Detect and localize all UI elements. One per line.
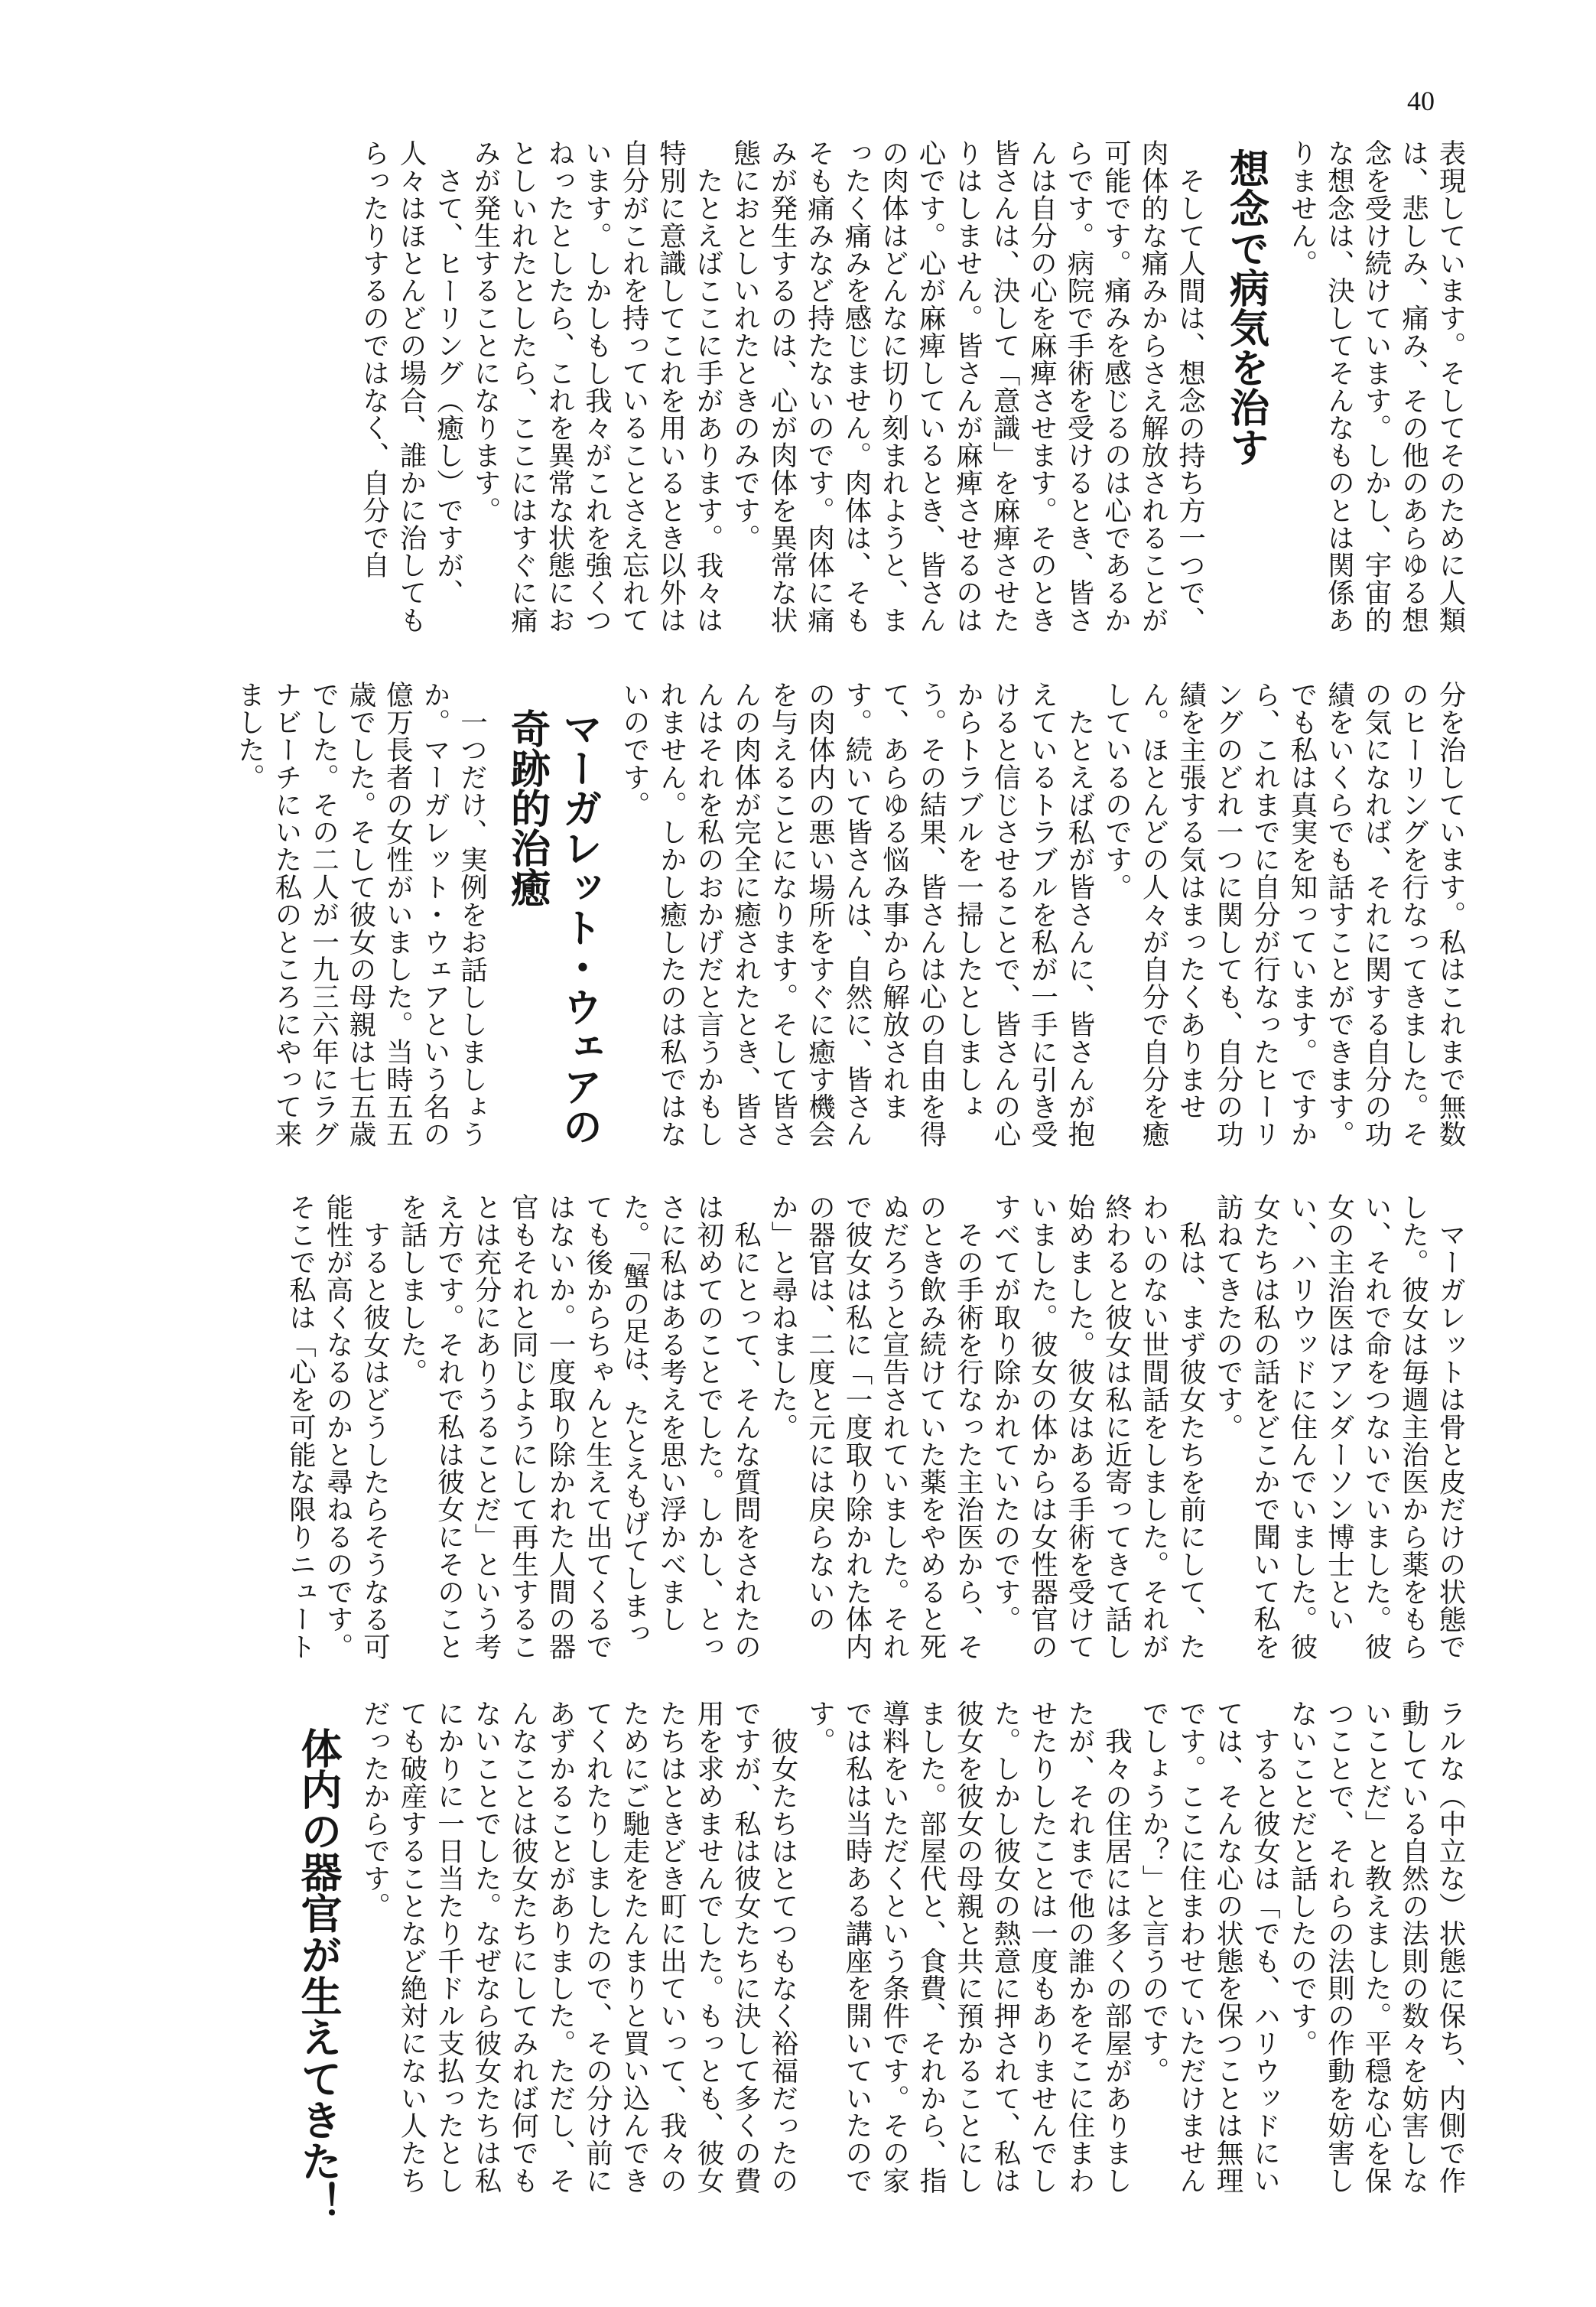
text-block-3 [115,1193,1468,1674]
heading-line-2: 奇跡的治癒 [503,708,550,907]
heading-line-1: マーガレット・ウェアの [555,708,602,1146]
text-block-2 [115,681,1468,1163]
paragraph: 一つだけ、実例をお話ししましょうか。マーガレット・ウェアという名の億万長者の女性がいました。当時五五歳でした。そして彼女の母親は七五歳でした。その二人が一九三六年にラグナビーチにいた私のところにやって来ました。 [233,681,488,1148]
section-heading: 体内の器官が生えてきた！ [294,1727,343,2223]
paragraph: その手術を行なった主治医から、そのとき飲み続けていた薬をやめると死ぬだろうと宣告されていました。それで彼女は私に「一度取り除かれた体内の器官は、二度と元には戻らないのか」と尋ねました。 [767,1193,984,1661]
paragraph: すると彼女はどうしたらそうなる可能性が高くなるのかと尋ねるのです。そこで私は「心を可能な限りニュート [284,1193,391,1661]
paragraph: すると彼女は「でも、ハリウッドにいては、そんな心の状態を保つことは無理です。ここに住まわせていただけませんでしょうか？」と言うのです。 [1138,1700,1281,2195]
text-block-4 [115,1700,1468,2223]
paragraph: そして人間は、想念の持ち方一つで、肉体的な痛みからさえ解放されることが可能です。痛みを感じるのは心であるからです。病院で手術を受けるとき、皆さんは自分の心を麻痺させます。そのとき皆さんは、決して「意識」を麻痺させたりはしません。皆さんが麻痺させるのは心です。心が麻痺しているとき、皆さんの肉体はどんなに切り刻まれようと、まったく痛みを感じません。肉体は、そもそも痛みなど持たないのです。肉体に痛みが発生するのは、心が肉体を異常な状態におとしいれたときのみです。 [729,139,1206,634]
section-heading: 想念で病気を治す [1222,148,1269,467]
paragraph: マーガレットは骨と皮だけの状態でした。彼女は毎週主治医から薬をもらい、それで命をつないでいました。彼女の主治医はアンダーソン博士といい、ハリウッドに住んでいました。彼女たちは私の話をどこかで聞いて私を訪ねてきたのです。 [1212,1193,1466,1661]
text-block-1 [115,139,1468,652]
paragraph: ラルな（中立な）状態に保ち、内側で作動している自然の法則の数々を妨害しないことだ」と教えました。平穏な心を保つことで、それらの法則の作動を妨害しないことだと話したのです。 [1286,1700,1466,2195]
paragraph: 我々の住居には多くの部屋がありましたが、それまで他の誰かをそこに住まわせたりしたことは一度もありませんでした。しかし彼女の熱意に押されて、私は彼女を彼女の母親と共に預かることにしました。部屋代と、食費、それから、指導料をいただくという条件です。その家では私は当時ある講座を開いていたのです。 [804,1700,1133,2195]
paragraph: 彼女たちはとてつもなく裕福だったのですが、私は彼女たちに決して多くの費用を求めませんでした。もっとも、彼女たちはときどき町に出ていって、我々のためにご馳走をたんまりと買い込んできてくれたりしましたので、その分け前にあずかることがありました。ただし、そんなことは彼女たちにしてみれば何でもないことでした。なぜなら彼女たちは私にかりに一日当たり千ドル支払ったとしても破産することなど絶対にない人たちだったからです。 [359,1700,798,2195]
paragraph: たとえばここに手があります。我々は特別に意識してこれを用いるとき以外は自分がこれを持っていることさえ忘れています。しかしもし我々がこれを強くつねったとしたら、これを異常な状態におとしいれたとしたら、ここにはすぐに痛みが発生することになります。 [470,139,723,634]
paragraph-intro: 表現しています。そしてそのために人類は、悲しみ、痛み、その他のあらゆる想念を受け続けています。しかし、宇宙的な想念は、決してそんなものとは関係ありません。 [1286,139,1466,634]
paragraph: 私は、まず彼女たちを前にして、たわいのない世間話をしました。それが終わると彼女は私に近寄ってきて話し始めました。彼女はある手術を受けていました。彼女の体からは女性器官のすべてが取り除かれていたのです。 [990,1193,1207,1661]
section-heading [501,681,605,1190]
paragraph: 私にとって、そんな質問をされたのは初めてのことでした。しかし、とっさに私はある考えを思い浮かべました。「蟹の足は、たとえもげてしまっても後からちゃんと生えて出てくるではないか。一度取り除かれた人間の器官もそれと同じようにして再生することは充分にありうることだ」という考え方です。それで私は彼女にそのことを話しました。 [396,1193,762,1661]
paragraph: さて、ヒーリング（癒し）ですが、人々はほとんどの場合、誰かに治してもらったりするのではなく、自分で自 [358,139,464,634]
paragraph: たとえば私が皆さんに、皆さんが抱えているトラブルを私が一手に引き受けると信じさせることで、皆さんの心からトラブルを一掃したとしましょう。その結果、皆さんは心の自由を得て、あらゆる悩み事から解放されます。続いて皆さんは、自然に、皆さんの肉体内の悪い場所をすぐに癒す機会を与えることになります。そして皆さんの肉体が完全に癒されたとき、皆さんはそれを私のおかげだと言うかもしれません。しかし癒したのは私ではないのです。 [619,681,1095,1148]
page-number: 40 [1407,86,1435,116]
paragraph: 分を治しています。私はこれまで無数のヒーリングを行なってきました。その気になれば、それに関する自分の功績をいくらでも話すことができます。でも私は真実を知っています。ですから、これまでに自分が行なったヒーリングのどれ一つに関しても、自分の功績を主張する気はまったくありません。ほとんどの人々が自分で自分を癒しているのです。 [1100,681,1466,1148]
